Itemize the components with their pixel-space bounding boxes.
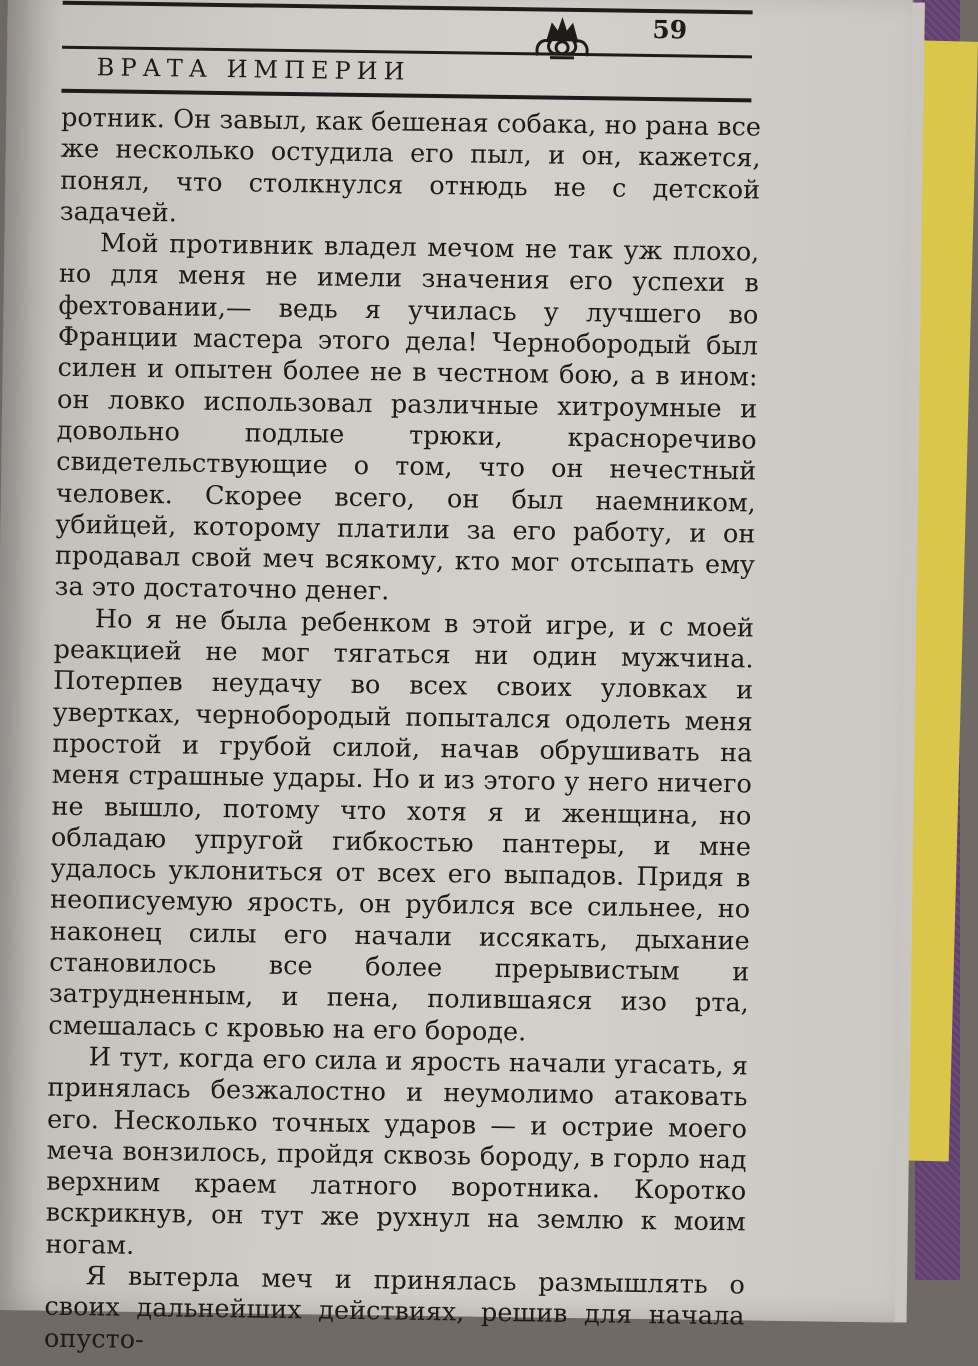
running-title: ВРАТА ИМПЕРИИ [96,53,411,86]
paragraph: Но я не была ребенком в этой игре, и с моей реакцией не мог тягаться ни один мужчина. Потерпев неудачу во всех своих уловках и увертках, чернобородый попытался одолеть меня простой и грубой силой, начав обрушивать на меня страшные удары. Но и из этого у него ничего не вышло, потому что хотя я и женщина, но обладаю упругой гибкостью пантеры, и мне удалось уклониться от всех его выпадов. Придя в неописуемую ярость, он рубился все сильнее, но наконец силы его начали иссякать, дыхание становилось все более прерывистым и затрудненным, и пена, полившаяся изо рта, смешалась с кровью на его бороде. [48,604,755,1047]
paragraph: Я вытерла меч и принялась размышлять о своих дальнейших действиях, решив для начала опусто- [43,1261,746,1355]
paragraph: Мой противник владел мечом не так уж плохо, но для меня не имели значения его успехи в фехтовании,— ведь я училась у лучшего во Франции мастера этого дела! Чернобородый был силен и опытен более не в честном бою, а в ином: он ловко использовал различные хитроумные и довольно подлые трюки, красноречиво свидетельствующие о том, что он нечестный человек. Скорее всего, он был наемником, убийцей, которому платили за его работу, и он продавал свой меч всякому, кто мог отсыпать ему за это достаточно денег. [54,228,760,607]
paragraph: ротник. Он завыл, как бешеная собака, но рана все же несколько остудила его пыл, и он, кажется, понял, что столкнулся отнюдь не с детской задачей. [59,102,762,229]
page-number: 59 [652,15,688,45]
crest-ornament-icon [532,17,593,62]
paragraph: И тут, когда его сила и ярость начали угасать, я принялась безжалостно и неумолимо атаковать его. Несколько точных ударов — и острие моего меча вонзилось, пройдя сквозь бороду, в горло над верхним краем латного воротника. Коротко вскрикнув, он тут же рухнул на землю к моим ногам. [45,1042,749,1261]
page-header [61,1,762,121]
header-rule-top [63,1,753,15]
header-rule-bottom [61,89,751,103]
body-text [44,103,761,1365]
